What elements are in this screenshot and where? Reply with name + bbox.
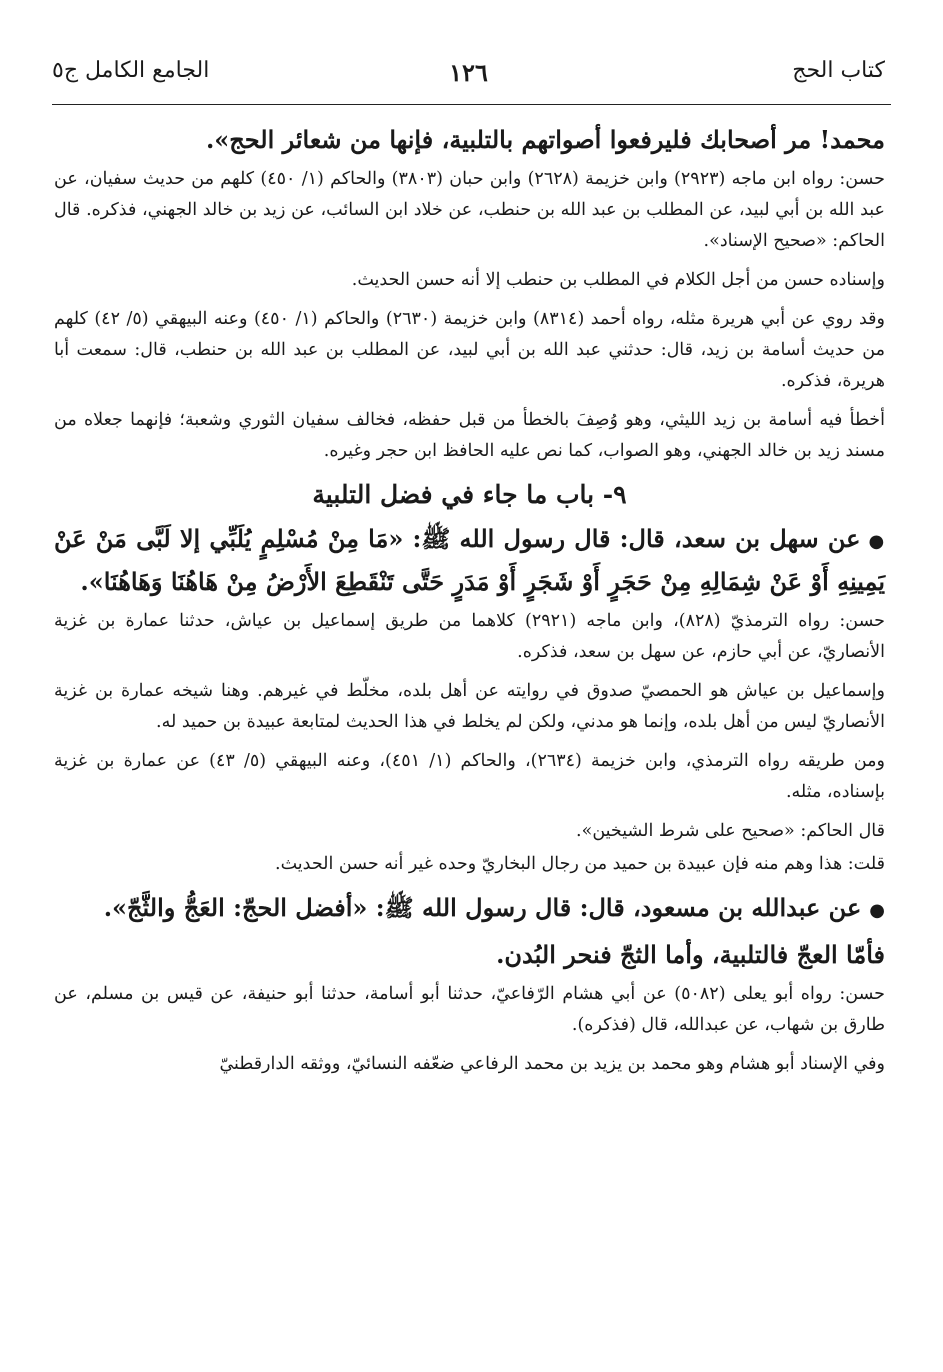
header-rule	[52, 104, 891, 105]
hadith-text-continued: محمد! مر أصحابك فليرفعوا أصواتهم بالتلبية، فإنها من شعائر الحج».	[205, 125, 885, 154]
takhrij-paragraph: وقد روي عن أبي هريرة مثله، رواه أحمد (٨٣١٤) وابن خزيمة (٢٦٣٠) والحاكم (١/ ٤٥٠) وعنه البيهقي (٥/ ٤٢) كلهم من حديث أسامة بن زيد، قال: حدثني عبد الله بن أبي لبيد، عن المطلب بن عبد الله بن حنطب، قال: سمعت أبا هريرة، فذكره.	[54, 309, 885, 391]
hakim-quote: قال الحاكم: «صحيح على شرط الشيخين».	[576, 821, 885, 841]
hadith-text: عن سهل بن سعد، قال: قال رسول الله ﷺ: «مَا مِنْ مُسْلِمٍ يُلَبِّي إلا لَبَّى مَنْ عَنْ يَمِينِهِ أَوْ عَنْ شِمَالِهِ مِنْ حَجَرٍ أَوْ شَجَرٍ أَوْ مَدَرٍ حَتَّى تَنْقَطِعَ الأَرْضُ مِنْ هَاهُنَا وَهَاهُنَا».	[54, 524, 885, 596]
commentary-paragraph: أخطأ فيه أسامة بن زيد الليثي، وهو وُصِفَ بالخطأ من قبل حفظه، فخالف سفيان الثوري وشعبة؛ فإنهما جعلاه من مسند زيد بن خالد الجهني، وهو الصواب، كما نص عليه الحافظ ابن حجر وغيره.	[54, 410, 885, 461]
author-remark: قلت: هذا وهم منه فإن عبيدة بن حميد من رجال البخاريّ وحده غير أنه حسن الحديث.	[275, 854, 885, 874]
hadith-paragraph	[54, 888, 885, 931]
commentary-paragraph: وفي الإسناد أبو هشام وهو محمد بن يزيد بن محمد الرفاعي ضعّفه النسائيّ، ووثقه الدارقطنيّ	[219, 1054, 885, 1074]
takhrij-paragraph: حسن: رواه الترمذيّ (٨٢٨)، وابن ماجه (٢٩٢١) كلاهما من طريق إسماعيل بن عياش، حدثنا عمارة بن غزية الأنصاريّ، عن أبي حازم، عن سهل بن سعد، فذكره.	[54, 611, 886, 662]
volume-label: الجامع الكامل ج٥	[52, 58, 210, 83]
takhrij-paragraph: ومن طريقه رواه الترمذي، وابن خزيمة (٢٦٣٤)، والحاكم (١/ ٤٥١)، وعنه البيهقي (٥/ ٤٣) عن عمارة بن غزية بإسناده، مثله.	[54, 751, 885, 802]
commentary-paragraph: وإسناده حسن من أجل الكلام في المطلب بن حنطب إلا أنه حسن الحديث.	[351, 270, 885, 290]
hadith-text: عن عبدالله بن مسعود، قال: قال رسول الله ﷺ: «أفضل الحجّ: العَجُّ والثَّجّ».	[103, 893, 862, 922]
commentary-paragraph: وإسماعيل بن عياش هو الحمصيّ صدوق في روايته عن أهل بلده، مخلّط في غيرهم. وهنا شيخه عمارة بن غزية الأنصاريّ ليس من أهل بلده، وإنما هو مدني، ولكن لم يخلط في هذا الحديث لمتابعة عبيدة بن حميد له.	[54, 681, 885, 732]
bullet-icon: ●	[868, 531, 885, 552]
hadith-paragraph	[54, 519, 885, 602]
page-header	[52, 58, 885, 98]
hadith-explanation: فأمّا العجّ فالتلبية، وأما الثجّ فنحر البُدن.	[496, 940, 885, 969]
chapter-heading: ٩- باب ما جاء في فضل التلبية	[312, 480, 627, 509]
page-body	[54, 120, 885, 1088]
takhrij-paragraph: حسن: رواه أبو يعلى (٥٠٨٢) عن أبي هشام الرّفاعيّ، حدثنا أبو أسامة، حدثنا أبو حنيفة، عن قيس بن مسلم، عن طارق بن شهاب، عن عبدالله، قال (فذكره).	[54, 984, 885, 1035]
takhrij-paragraph: حسن: رواه ابن ماجه (٢٩٢٣) وابن خزيمة (٢٦٢٨) وابن حبان (٣٨٠٣) والحاكم (١/ ٤٥٠) كلهم من حديث سفيان، عن عبد الله بن أبي لبيد، عن المطلب بن عبد الله بن حنطب، عن خلاد ابن السائب، عن زيد بن خالد الجهني، فذكره. قال الحاكم: «صحيح الإسناد».	[54, 169, 885, 251]
bullet-icon: ●	[869, 900, 885, 921]
page-number: ١٢٦	[449, 58, 488, 87]
book-title: كتاب الحج	[792, 58, 885, 83]
